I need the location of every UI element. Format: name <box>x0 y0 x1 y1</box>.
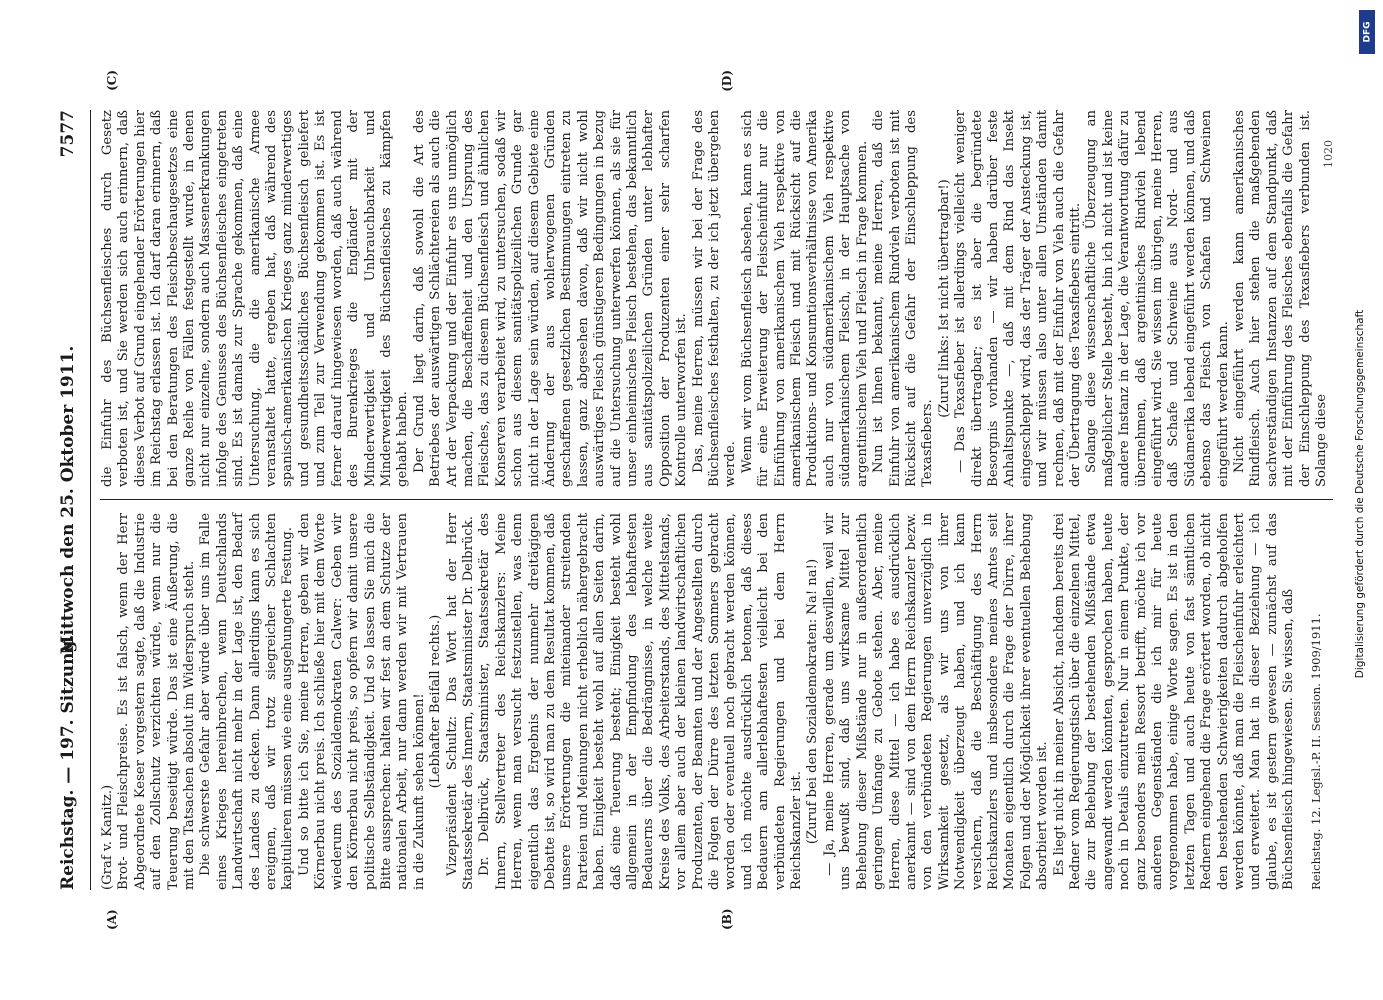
header-rule <box>90 110 91 890</box>
digitization-note <box>1351 14 1369 974</box>
paragraph: — Das Texasfieber ist allerdings vielleicht weniger direkt übertragbar; es ist aber die begründete Besorgnis vorhanden — wir haben darüber feste Anhaltspunkte —, daß mit dem Rind das Insekt eingeschleppt wird, das der Träger der Ansteckung ist, und wir müssen also unter allen Umständen damit rechnen, daß mit der Einfuhr von Vieh auch die Gefahr der Übertragung des Texasfiebers eintritt. <box>953 110 1083 487</box>
paragraph: Brot- und Fleischpreise. Es ist falsch, wenn der Herr Abgeordnete Keser vorgestern sagte, daß die Industrie auf den Zollschutz verzichten würde, wenn nur die Teuerung beseitigt würde. Das ist eine Äußerung, die mit den Tatsachen absolut im Widerspruch steht. <box>116 513 198 890</box>
running-head <box>58 110 88 890</box>
paragraph: Und so bitte ich Sie, meine Herren, geben wir den Körnerbau nicht preis. Ich schließe hier mit dem Worte wiederum des Sozialdemokraten Calwer: Geben wir den Körnerbau nicht preis, so opfern wir damit unsere politische Selbständigkeit. Und so lassen Sie mich die Bitte aussprechen: halten wir fest an dem Schutze der nationalen Arbeit, nur dann werden wir mit Vertrauen in die Zukunft sehen können! <box>296 513 427 890</box>
paragraph: Nun ist Ihnen bekannt, meine Herren, daß die Einfuhr von amerikanischem Rindvieh verboten ist mit Rücksicht auf die Gefahr der Einschleppung des Texasfiebers. <box>871 110 936 487</box>
paragraph: Die schwerste Gefahr aber würde über uns im Falle eines Krieges hereinbrechen, wenn Deutschlands Landwirtschaft nicht mehr in der Lage ist, den Bedarf des Landes zu decken. Dann allerdings kann es sich ereignen, daß wir trotz siegreicher Schlachten kapitulieren müssen wie eine ausgehungerte Festung. <box>198 513 296 890</box>
left-column <box>100 513 1343 890</box>
dfg-logo <box>1359 10 1375 54</box>
margin-mark-a: (A) <box>105 909 119 930</box>
header-left: Reichstag. — 197. Sitzung. <box>58 634 78 890</box>
footer-note: Reichstag. 12. Legisl.-P. II. Session. 1909/1911. <box>1309 613 1323 890</box>
interjection: (Zuruf links: Ist nicht übertragbar!) <box>936 179 952 418</box>
interjection: (Zuruf bei den Sozialdemokraten: Na! na!) <box>805 558 821 845</box>
header-center: Mittwoch den 25. Oktober 1911. <box>58 345 78 655</box>
paragraph: — Ja, meine Herren, gerade um deswillen, weil wir uns bewußt sind, daß uns wirksame Mittel zur Behebung dieser Mißstände nur in außerordentlich geringem Umfange zu Gebote stehen. Aber, meine Herren, diese Mittel — ich habe es ausdrücklich anerkannt — sind von dem Herrn Reichskanzler bezw. von den verbündeten Regierungen unverzüglich in Wirksamkeit gesetzt, als wir uns von ihrer Notwendigkeit überzeugt haben, und ich kann versichern, daß die Beschäftigung des Herrn Reichskanzlers und insbesondere meines Amtes seit Monaten eigentlich durch die Frage der Dürre, ihrer Folgen und der Möglichkeit ihrer eventuellen Behebung absorbiert worden ist. <box>821 513 1051 890</box>
paragraph: Nicht eingeführt werden kann amerikanisches Rindfleisch. Auch hier stehen die maßgebenden sachverständigen Instanzen auf dem Standpunkt, daß mit der Einführung des Fleisches ebenfalls die Gefahr der Einschleppung des Texasfiebers verbunden ist. Solange diese <box>1232 110 1330 487</box>
paragraph: Solange diese wissenschaftliche Überzeugung an maßgeblicher Stelle besteht, bin ich nicht und ist keine andere Instanz in der Lage, die Verantwortung dafür zu übernehmen, daß argentinisches Rindvieh lebend eingeführt wird. Sie wissen im übrigen, meine Herren, daß Schafe und Schweine aus Nord- und aus Südamerika lebend eingeführt werden können, und daß ebenso das Fleisch von Schafen und Schweinen eingeführt werden kann. <box>1084 110 1231 487</box>
margin-mark-c: (C) <box>105 70 119 91</box>
text-columns <box>100 110 1343 890</box>
paragraph: Dr. Delbrück, Staatsminister, Staatssekretär des Innern, Stellvertreter des Reichskanzlers: Meine Herren, wenn man versucht festzustellen, was denn eigentlich das Ergebnis der nunmehr dreitägigen Debatte ist, so wird man zu dem Resultat kommen, daß unsere Erörterungen die miteinander streitenden Parteien und Meinungen nicht erheblich nähergebracht haben. Einigkeit besteht wohl auf allen Seiten darin, daß eine Teuerung besteht; Einigkeit besteht wohl allgemein in der Empfindung des lebhaftesten Bedauerns über die Bedrängnisse, in welche weite Kreise des Volks, des Arbeiterstands, des Mittelstands, vor allem aber auch der kleinen landwirtschaftlichen Produzenten, der Beamten und der Angestellten durch die Folgen der Dürre des letzten Sommers gebracht worden oder eventuell noch gebracht werden können, und ich möchte ausdrücklich betonen, daß dieses Bedauern am allerlebhaftesten vielleicht bei den verbündeten Regierungen und bei dem Herrn Reichskanzler ist. <box>477 513 805 890</box>
right-column <box>100 110 1343 487</box>
page-code: 1020 <box>1322 140 1335 168</box>
margin-mark-b: (B) <box>720 908 734 930</box>
dfg-logo-text: DFG <box>1362 21 1373 43</box>
page-number: 7577 <box>58 110 78 158</box>
digitization-text: Digitalisierung gefördert durch die Deutsche Forschungsgemeinschaft <box>1354 309 1366 679</box>
applause-note: (Lebhafter Beifall rechts.) <box>428 614 444 789</box>
margin-mark-d: (D) <box>720 70 734 92</box>
paragraph: Der Grund liegt darin, daß sowohl die Art des Betriebes der auswärtigen Schlächtereien als auch die Art der Verpackung und der Einfuhr es uns unmöglich machen, die Beschaffenheit und den Ursprung des Fleisches, das zu diesem Büchsenfleisch und ähnlichen Konserven verarbeitet wird, zu untersuchen, sodaß wir schon aus diesem sanitätspolizeilichen Grunde gar nicht in der Lage sein würden, auf diesem Gebiete eine Änderung der aus wohlerwogenen Gründen geschaffenen gesetzlichen Bestimmungen eintreten zu lassen, ganz abgesehen davon, daß wir nicht wohl auswärtiges Fleisch günstigeren Bedingungen in bezug auf die Untersuchung unterwerfen können, als sie für unser einheimisches Fleisch bestehen, das bekanntlich aus sanitätspolizeilichen Gründen unter lebhafter Opposition der Produzenten einer sehr scharfen Kontrolle unterworfen ist. <box>411 110 690 487</box>
paragraph: Das, meine Herren, müssen wir bei der Frage des Büchsenfleisches festhalten, zu der ich jetzt übergehen werde. <box>690 110 739 487</box>
speaker-tag: (Graf v. Kanitz.) <box>100 784 115 890</box>
paragraph: Es liegt nicht in meiner Absicht, nachdem bereits drei Redner vom Regierungstisch über die einzelnen Mittel, die zur Behebung der bestehenden Mißstände etwa angewandt werden könnten, gesprochen haben, heute noch in Details einzutreten. Nur in einem Punkte, der ganz besonders mein Ressort betrifft, möchte ich vor anderen Gegenständen die ich mir für heute vorgenommen habe, einige Worte sagen. Es ist in den letzten Tagen und auch heute von fast sämtlichen Rednern eingehend die Frage erörtert worden, ob nicht den bestehenden Schwierigkeiten dadurch abgeholfen werden könnte, daß man die Fleischeinfuhr erleichtert und erweitert. Man hat in dieser Beziehung — ich glaube, es ist gestern gewesen — zunächst auf das Büchsenfleisch hingewiesen. Sie wissen, daß <box>1051 513 1297 890</box>
president-line: Vizepräsident Schultz: Das Wort hat der Herr Staatssekretär des Innern, Staatsminister Dr. Delbrück. <box>444 513 476 890</box>
paragraph: Wenn wir vom Büchsenfleisch absehen, kann es sich für eine Erweiterung der Fleischeinfuhr nur die Einführung von amerikanischem Vieh respektive von amerikanischem Fleisch und mit Rücksicht auf die Produktions- und Konsumtionsverhältnisse von Amerika auch nur von südamerikanischem Vieh respektive südamerikanischem Fleisch, in der Hauptsache von argentinischem Vieh und Fleisch in Frage kommen. <box>739 110 870 487</box>
paragraph: die Einfuhr des Büchsenfleisches durch Gesetz verboten ist, und Sie werden sich auch erinnern, daß dieses Verbot auf Grund eingehender Erörterungen hier im Reichstag erlassen ist. Ich darf daran erinnern, daß bei den Beratungen des Fleischbeschaugesetzes eine ganze Reihe von Fällen festgestellt wurde, in denen nicht nur einzelne, sondern auch Massenerkrankungen infolge des Genusses des Büchsenfleisches eingetreten sind. Es ist damals zur Sprache gekommen, daß eine Untersuchung, die die amerikanische Armee veranstaltet hatte, ergeben hat, daß während des spanisch-amerikanischen Krieges ganz minderwertiges und gesundheitsschädliches Büchsenfleisch geliefert und zum Teil zur Verwendung gekommen ist. Es ist ferner darauf hingewiesen worden, daß auch während des Burenkrieges die Engländer mit der Minderwertigkeit und Unbrauchbarkeit und Minderwertigkeit des Büchsenfleisches zu kämpfen gehabt haben. <box>100 110 411 487</box>
